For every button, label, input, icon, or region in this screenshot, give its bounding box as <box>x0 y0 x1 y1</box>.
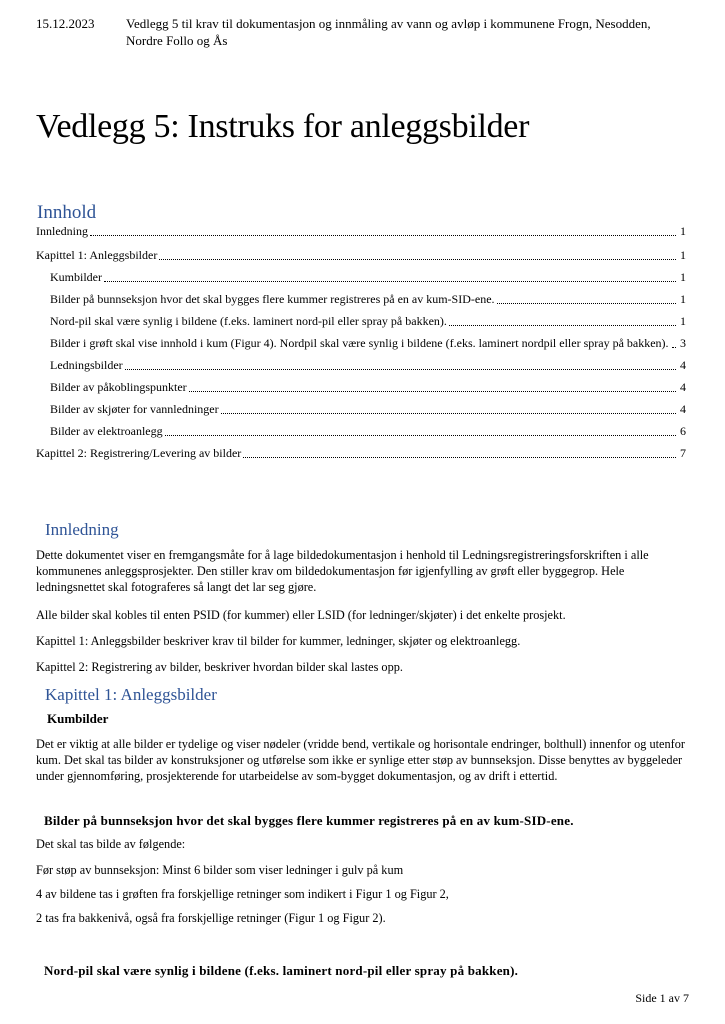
nordpil-heading: Nord-pil skal være synlig i bildene (f.eks. laminert nord-pil eller spray på bakken). <box>44 963 519 978</box>
kapittel1-heading: Kapittel 1: Anleggsbilder <box>45 685 217 704</box>
toc-entry[interactable]: Kumbilder 1 <box>50 270 686 284</box>
bunnseksjon-paragraph: Det skal tas bilde av følgende: <box>36 837 186 851</box>
innledning-paragraph: Dette dokumentet viser en fremgangsmåte for å lage bildedokumentasjon i henhold til Ledningsregistreringsforskriften i alle kommunenes anleggsprosjekter. Den stiller krav om bildedokumentasjon før igjenfylling av grøft eller byggegrop. Hele ledningsnettet skal fotograferes så langt det lar seg gjøre. <box>36 548 649 594</box>
document-title: Vedlegg 5: Instruks for anleggsbilder <box>36 108 530 145</box>
header-date: 15.12.2023 <box>36 16 95 31</box>
toc-heading: Innhold <box>37 202 97 223</box>
kumbilder-heading: Kumbilder <box>47 711 109 726</box>
innledning-paragraph: Alle bilder skal kobles til enten PSID (for kummer) eller LSID (for ledninger/skjøter) i det enkelte prosjekt. <box>36 608 566 622</box>
bunnseksjon-paragraph: 4 av bildene tas i grøften fra forskjellige retninger som indikert i Figur 1 og Figur 2, <box>36 887 449 901</box>
bunnseksjon-heading: Bilder på bunnseksjon hvor det skal bygges flere kummer registreres på en av kum-SID-ene. <box>44 813 574 828</box>
header-description: Vedlegg 5 til krav til dokumentasjon og innmåling av vann og avløp i kommunene Frogn, Nesodden, Nordre Follo og Ås <box>126 16 651 48</box>
toc-entry[interactable]: Innledning 1 <box>36 224 686 238</box>
innledning-heading: Innledning <box>45 520 119 539</box>
toc-entry[interactable]: Bilder av elektroanlegg 6 <box>50 424 686 438</box>
toc-entry[interactable]: Kapittel 2: Registrering/Levering av bilder 7 <box>36 446 686 460</box>
toc-entry[interactable]: Bilder på bunnseksjon hvor det skal bygges flere kummer registreres på en av kum-SID-ene. 1 <box>50 292 686 306</box>
table-of-contents <box>36 222 686 461</box>
innledning-paragraph: Kapittel 2: Registrering av bilder, beskriver hvordan bilder skal lastes opp. <box>36 660 403 674</box>
toc-entry[interactable]: Kapittel 1: Anleggsbilder 1 <box>36 248 686 262</box>
page-header <box>36 15 686 49</box>
toc-entry[interactable]: Bilder av påkoblingspunkter 4 <box>50 380 686 394</box>
innledning-paragraph: Kapittel 1: Anleggsbilder beskriver krav til bilder for kummer, ledninger, skjøter og elektroanlegg. <box>36 634 521 648</box>
toc-entry[interactable]: Nord-pil skal være synlig i bildene (f.eks. laminert nord-pil eller spray på bakken). 1 <box>50 314 686 328</box>
toc-entry[interactable]: Ledningsbilder 4 <box>50 358 686 372</box>
toc-entry[interactable]: Bilder i grøft skal vise innhold i kum (Figur 4). Nordpil skal være synlig i bildene (f.eks. laminert nordpil eller spray på bakken). 3 <box>50 336 686 350</box>
bunnseksjon-paragraph: 2 tas fra bakkenivå, også fra forskjellige retninger (Figur 1 og Figur 2). <box>36 911 386 925</box>
kumbilder-paragraph: Det er viktig at alle bilder er tydelige og viser nødeler (vridde bend, vertikale og horisontale endringer, bolthull) innenfor og utenfor kum. Det skal tas bilder av konstruksjoner og utførelse som ikke er synlige etter støp av bunnseksjon. Disse benyttes av byggeleder under gjennomføring, prosjekterende for utarbeidelse av som-bygget dokumentasjon, og av drift i ettertid. <box>36 737 685 783</box>
bunnseksjon-paragraph: Før støp av bunnseksjon: Minst 6 bilder som viser ledninger i gulv på kum <box>36 863 404 877</box>
toc-entry[interactable]: Bilder av skjøter for vannledninger 4 <box>50 402 686 416</box>
page-number: Side 1 av 7 <box>635 991 689 1005</box>
